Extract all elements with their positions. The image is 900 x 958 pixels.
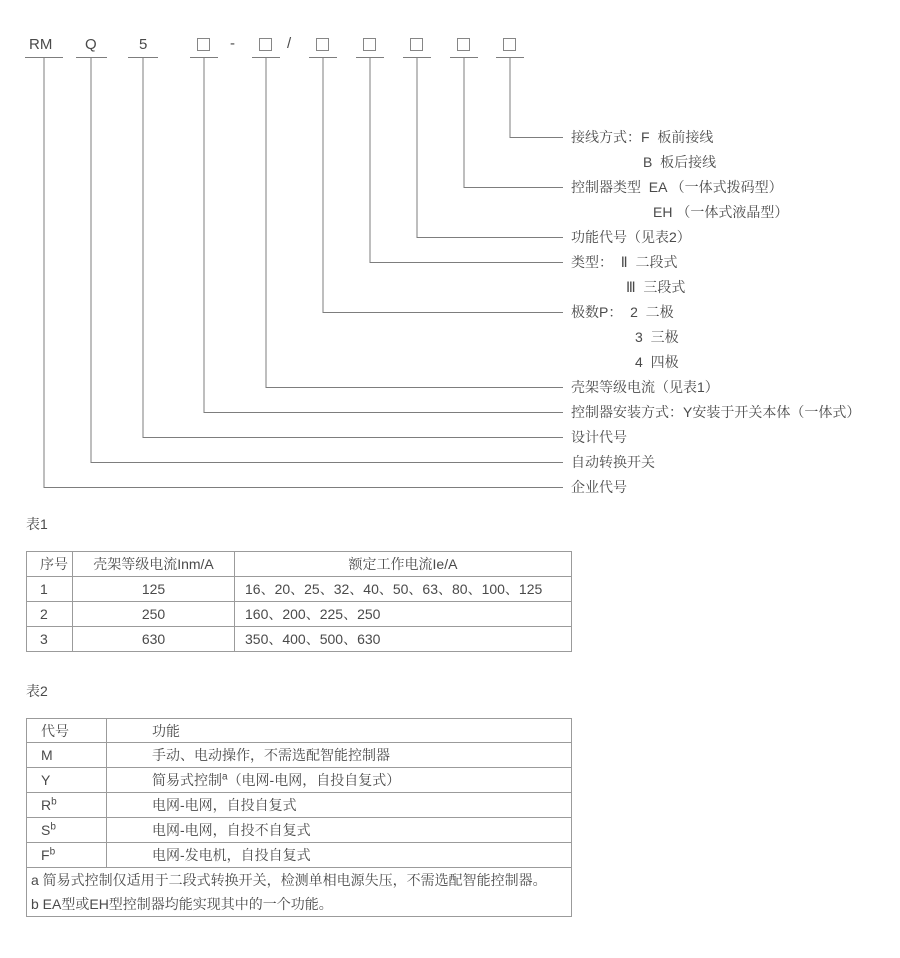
- superscript: b: [51, 796, 57, 808]
- cell-function: 电网-发电机，自投自复式: [107, 843, 572, 868]
- cell-index: 1: [27, 577, 73, 602]
- model-code-token-5: 5: [139, 36, 148, 53]
- cell-rated-currents: 350、400、500、630: [235, 627, 572, 652]
- placeholder-box: [503, 38, 516, 51]
- placeholder-box: [259, 38, 272, 51]
- cell-function: 简易式控制$^a$（电网-电网，自投自复式）: [107, 768, 572, 793]
- table-row: [27, 577, 572, 602]
- label-company-code: 企业代号: [571, 479, 627, 495]
- label-poles-option-3: 3 三极: [635, 329, 679, 345]
- label-design-code: 设计代号: [571, 429, 627, 445]
- label-function-code: 功能代号（见表2）: [571, 229, 691, 245]
- cell-function: 手动、电动操作，不需选配智能控制器: [107, 743, 572, 768]
- superscript: b: [49, 846, 56, 858]
- cell-function: 电网-电网，自投不自复式: [107, 818, 572, 843]
- placeholder-box: [316, 38, 329, 51]
- cell-code: $F^b$: [27, 843, 107, 868]
- table-row: [27, 843, 572, 868]
- table-row: [27, 768, 572, 793]
- table1-header-row: [27, 552, 572, 577]
- placeholder-box: [410, 38, 423, 51]
- label-controller-type: 控制器类型 EA （一体式拨码型）: [571, 179, 783, 195]
- superscript: a: [222, 771, 228, 783]
- superscript: b: [50, 821, 56, 833]
- cell-index: 3: [27, 627, 73, 652]
- slash-separator: /: [287, 35, 292, 52]
- model-code-token-rm: RM: [29, 36, 53, 53]
- label-wiring-mode-option-b: B 板后接线: [643, 154, 717, 170]
- column-header: 序号: [27, 552, 73, 577]
- cell-code: $S^b$: [27, 818, 107, 843]
- cell-code: Y: [27, 768, 107, 793]
- placeholder-box: [197, 38, 210, 51]
- cell-footnotes: [27, 868, 572, 917]
- footnote-row: [27, 868, 572, 917]
- placeholder-box: [457, 38, 470, 51]
- cell-rated-currents: 16、20、25、32、40、50、63、80、100、125: [235, 577, 572, 602]
- cell-rated-currents: 160、200、225、250: [235, 602, 572, 627]
- frame-current-table: [26, 551, 572, 652]
- cell-frame-current: 630: [73, 627, 235, 652]
- table-row: [27, 818, 572, 843]
- table2-caption: 表2: [26, 683, 48, 699]
- label-controller-mounting: 控制器安装方式：Y安装于开关本体（一体式）: [571, 404, 861, 420]
- label-controller-type-option-eh: EH （一体式液晶型）: [653, 204, 789, 220]
- table-row: [27, 743, 572, 768]
- cell-frame-current: 250: [73, 602, 235, 627]
- table-row: [27, 602, 572, 627]
- footnote-b: b EA型或EH型控制器均能实现其中的一个功能。: [31, 896, 333, 912]
- column-header: 功能: [107, 719, 572, 743]
- table2-header-row: [27, 719, 572, 743]
- label-poles: 极数P： 2 二极: [571, 304, 674, 320]
- placeholder-box: [363, 38, 376, 51]
- label-switch-name: 自动转换开关: [571, 454, 655, 470]
- cell-frame-current: 125: [73, 577, 235, 602]
- label-wiring-mode: 接线方式：F 板前接线: [571, 129, 714, 145]
- label-type: 类型： Ⅱ 二段式: [571, 254, 678, 270]
- cell-code: $R^b$: [27, 793, 107, 818]
- cell-index: 2: [27, 602, 73, 627]
- label-poles-option-4: 4 四极: [635, 354, 679, 370]
- column-header: 额定工作电流Ie/A: [235, 552, 572, 577]
- model-code-token-q: Q: [85, 36, 97, 53]
- table1-caption: 表1: [26, 516, 48, 532]
- column-header: 壳架等级电流Inm/A: [73, 552, 235, 577]
- table-row: [27, 793, 572, 818]
- cell-code: M: [27, 743, 107, 768]
- label-type-option-3: Ⅲ 三段式: [626, 279, 686, 295]
- dash-separator: -: [230, 35, 235, 52]
- label-frame-current: 壳架等级电流（见表1）: [571, 379, 719, 395]
- function-code-table: [26, 718, 572, 917]
- table-row: [27, 627, 572, 652]
- cell-function: 电网-电网，自投自复式: [107, 793, 572, 818]
- column-header: 代号: [27, 719, 107, 743]
- footnote-a: a 简易式控制仅适用于二段式转换开关，检测单相电源失压，不需选配智能控制器。: [31, 872, 547, 888]
